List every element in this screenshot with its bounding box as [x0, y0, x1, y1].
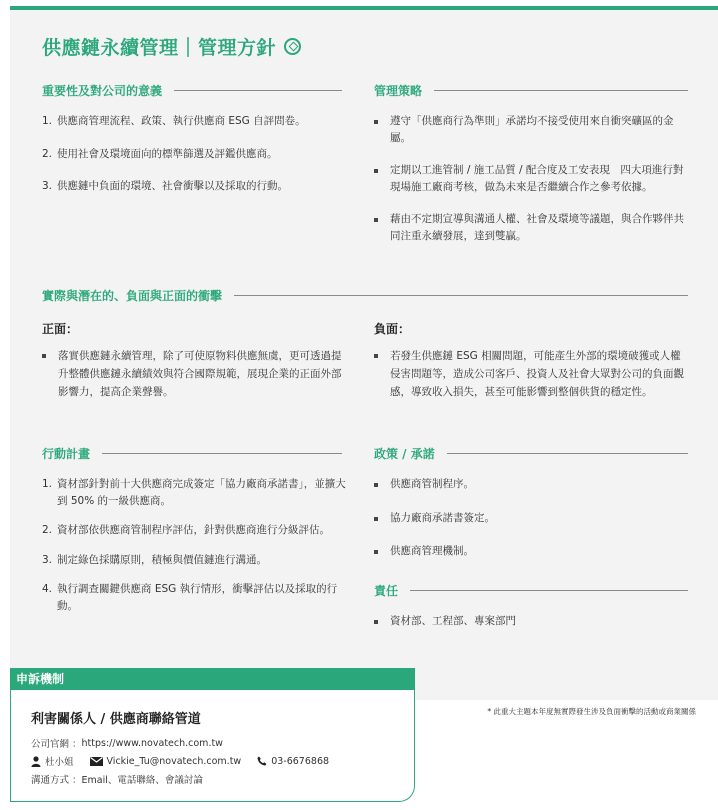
website-label: 公司官網 ：: [31, 739, 82, 750]
bullet-icon: [42, 354, 46, 358]
policy-heading: [374, 445, 688, 462]
list-item: [42, 476, 347, 509]
list-item: [42, 178, 342, 195]
significance-heading-text: 重要性及對公司的意義: [42, 84, 163, 98]
item-text: 供應商管制程序。: [390, 478, 474, 490]
page-title: [42, 33, 301, 60]
item-number: 1.: [42, 478, 53, 490]
impact-heading-text: 實際與潛在的、負面與正面的衝擊: [42, 289, 223, 303]
person-icon: [31, 756, 41, 767]
item-text: 執行調查關鍵供應商 ESG 執行情形，衝擊評估以及採取的行動。: [57, 583, 338, 612]
item-number: 4.: [42, 583, 53, 595]
contact-email: [90, 756, 242, 767]
list-item: [42, 552, 347, 569]
bullet-icon: [374, 550, 378, 554]
action-plan-list: [42, 476, 347, 614]
divider: [102, 453, 342, 454]
list-item: [374, 510, 688, 527]
item-text: 協力廠商承諾書簽定。: [390, 511, 495, 524]
item-text: 若發生供應鏈 ESG 相關問題，可能產生外部的環境破獲或人權侵害問題等，造成公司客戶、投資人及社會大眾對公司的負面觀感，導致收入損失，甚至可能影響到整個供貨的穩定性。: [390, 350, 684, 398]
action-plan-heading: [42, 445, 342, 462]
bullet-icon: [374, 483, 378, 487]
email-link[interactable]: Vickie_Tu@novatech.com.tw: [106, 755, 242, 767]
significance-heading: [42, 82, 342, 99]
list-item: [374, 162, 688, 195]
item-text: 供應商管理機制。: [390, 545, 474, 557]
negative-label: 負面：: [374, 322, 411, 336]
item-text: 資材部依供應商管制程序評估，針對供應商進行分級評估。: [57, 524, 330, 536]
item-text: 落實供應鏈永續管理，除了可使原物料供應無虞，更可透過提升整體供應鏈永續績效與符合國際規範，展現企業的正面外部影響力，提高企業聲譽。: [58, 350, 342, 398]
footnote: * 此重大主題本年度無實際發生涉及負面衝擊的活動或商業關係: [487, 707, 696, 716]
divider: [174, 90, 342, 91]
compass-icon: [284, 38, 301, 55]
contact-person: [31, 754, 74, 768]
item-text: 供應鏈中負面的環境、社會衝擊以及採取的行動。: [57, 180, 288, 192]
item-text: 資材部針對前十大供應商完成簽定「協力廠商承諾書」，並擴大到 50% 的一級供應商。: [57, 478, 346, 507]
bullet-icon: [374, 169, 378, 173]
item-text: 定期以工進管制 / 施工品質 / 配合度及工安表現 四大項進行對現場施工廠商考核，做為未來是否繼續合作之參考依據。: [390, 164, 684, 193]
bullet-icon: [374, 120, 378, 124]
list-item: [42, 522, 347, 539]
divider: [234, 295, 688, 296]
contact-card: [10, 690, 415, 802]
item-number: 2.: [42, 524, 53, 536]
list-item: [42, 581, 347, 614]
list-item: [374, 476, 688, 493]
website-line: [31, 736, 223, 750]
policy-list: [374, 476, 688, 560]
contact-card-title: 利害關係人 / 供應商聯絡管道: [31, 712, 201, 727]
responsibility-list: [374, 613, 688, 630]
contact-name: 杜小姐: [45, 757, 74, 768]
responsibility-heading-text: 責任: [374, 584, 399, 598]
item-text: 遵守「供應商行為準則」承諾均不接受使用來自衝突礦區的金屬。: [390, 115, 674, 144]
negative-impact-list: [374, 347, 688, 401]
responsibility-heading: [374, 582, 688, 599]
method-line: [31, 772, 203, 786]
divider: [447, 453, 688, 454]
list-item: [374, 543, 688, 560]
action-plan-heading-text: 行動計畫: [42, 447, 91, 461]
divider: [410, 590, 688, 591]
strategy-heading: [374, 82, 688, 99]
strategy-heading-text: 管理策略: [374, 84, 423, 98]
positive-impact-list: [42, 347, 342, 401]
list-item: [374, 613, 688, 630]
list-item: [42, 146, 342, 163]
list-item: [42, 113, 342, 130]
envelope-icon: [90, 757, 103, 766]
item-number: 2.: [42, 147, 53, 160]
item-number: 3.: [42, 553, 53, 566]
bullet-icon: [374, 517, 378, 521]
divider: [434, 90, 688, 91]
policy-heading-text: 政策 / 承諾: [374, 447, 435, 461]
item-text: 藉由不定期宣導與溝通人權、社會及環境等議題，與合作夥伴共同注重永續發展，達到雙贏。: [390, 213, 684, 242]
bullet-icon: [374, 218, 378, 222]
item-text: 資材部、工程部、專案部門: [390, 615, 516, 627]
item-text: 使用社會及環境面向的標準篩選及評鑑供應商。: [57, 147, 278, 160]
strategy-list: [374, 113, 688, 244]
list-item: [42, 347, 342, 401]
page-title-text: 供應鏈永續管理｜管理方針: [42, 37, 277, 59]
positive-label: 正面：: [42, 322, 79, 336]
website-link[interactable]: https://www.novatech.com.tw: [81, 737, 223, 749]
grievance-tab: 申訴機制: [10, 668, 415, 690]
method-label: 溝通方式 ：: [31, 775, 82, 786]
list-item: [374, 211, 688, 244]
method-text: Email、電話聯絡、會議討論: [81, 775, 203, 786]
significance-list: [42, 113, 342, 195]
bullet-icon: [374, 620, 378, 624]
contact-phone: [257, 756, 329, 767]
item-number: 3.: [42, 180, 53, 192]
list-item: [374, 347, 688, 401]
contact-line: [31, 754, 345, 768]
impact-heading: [42, 287, 688, 304]
item-text: 供應商管理流程、政策、執行供應商 ESG 自評問卷。: [57, 115, 306, 127]
list-item: [374, 113, 688, 146]
phone-icon: [257, 756, 267, 766]
item-number: 1.: [42, 115, 53, 127]
bullet-icon: [374, 354, 378, 358]
phone-number[interactable]: 03-6676868: [271, 755, 330, 767]
item-text: 制定綠色採購原則，積極與價值鏈進行溝通。: [57, 553, 267, 566]
